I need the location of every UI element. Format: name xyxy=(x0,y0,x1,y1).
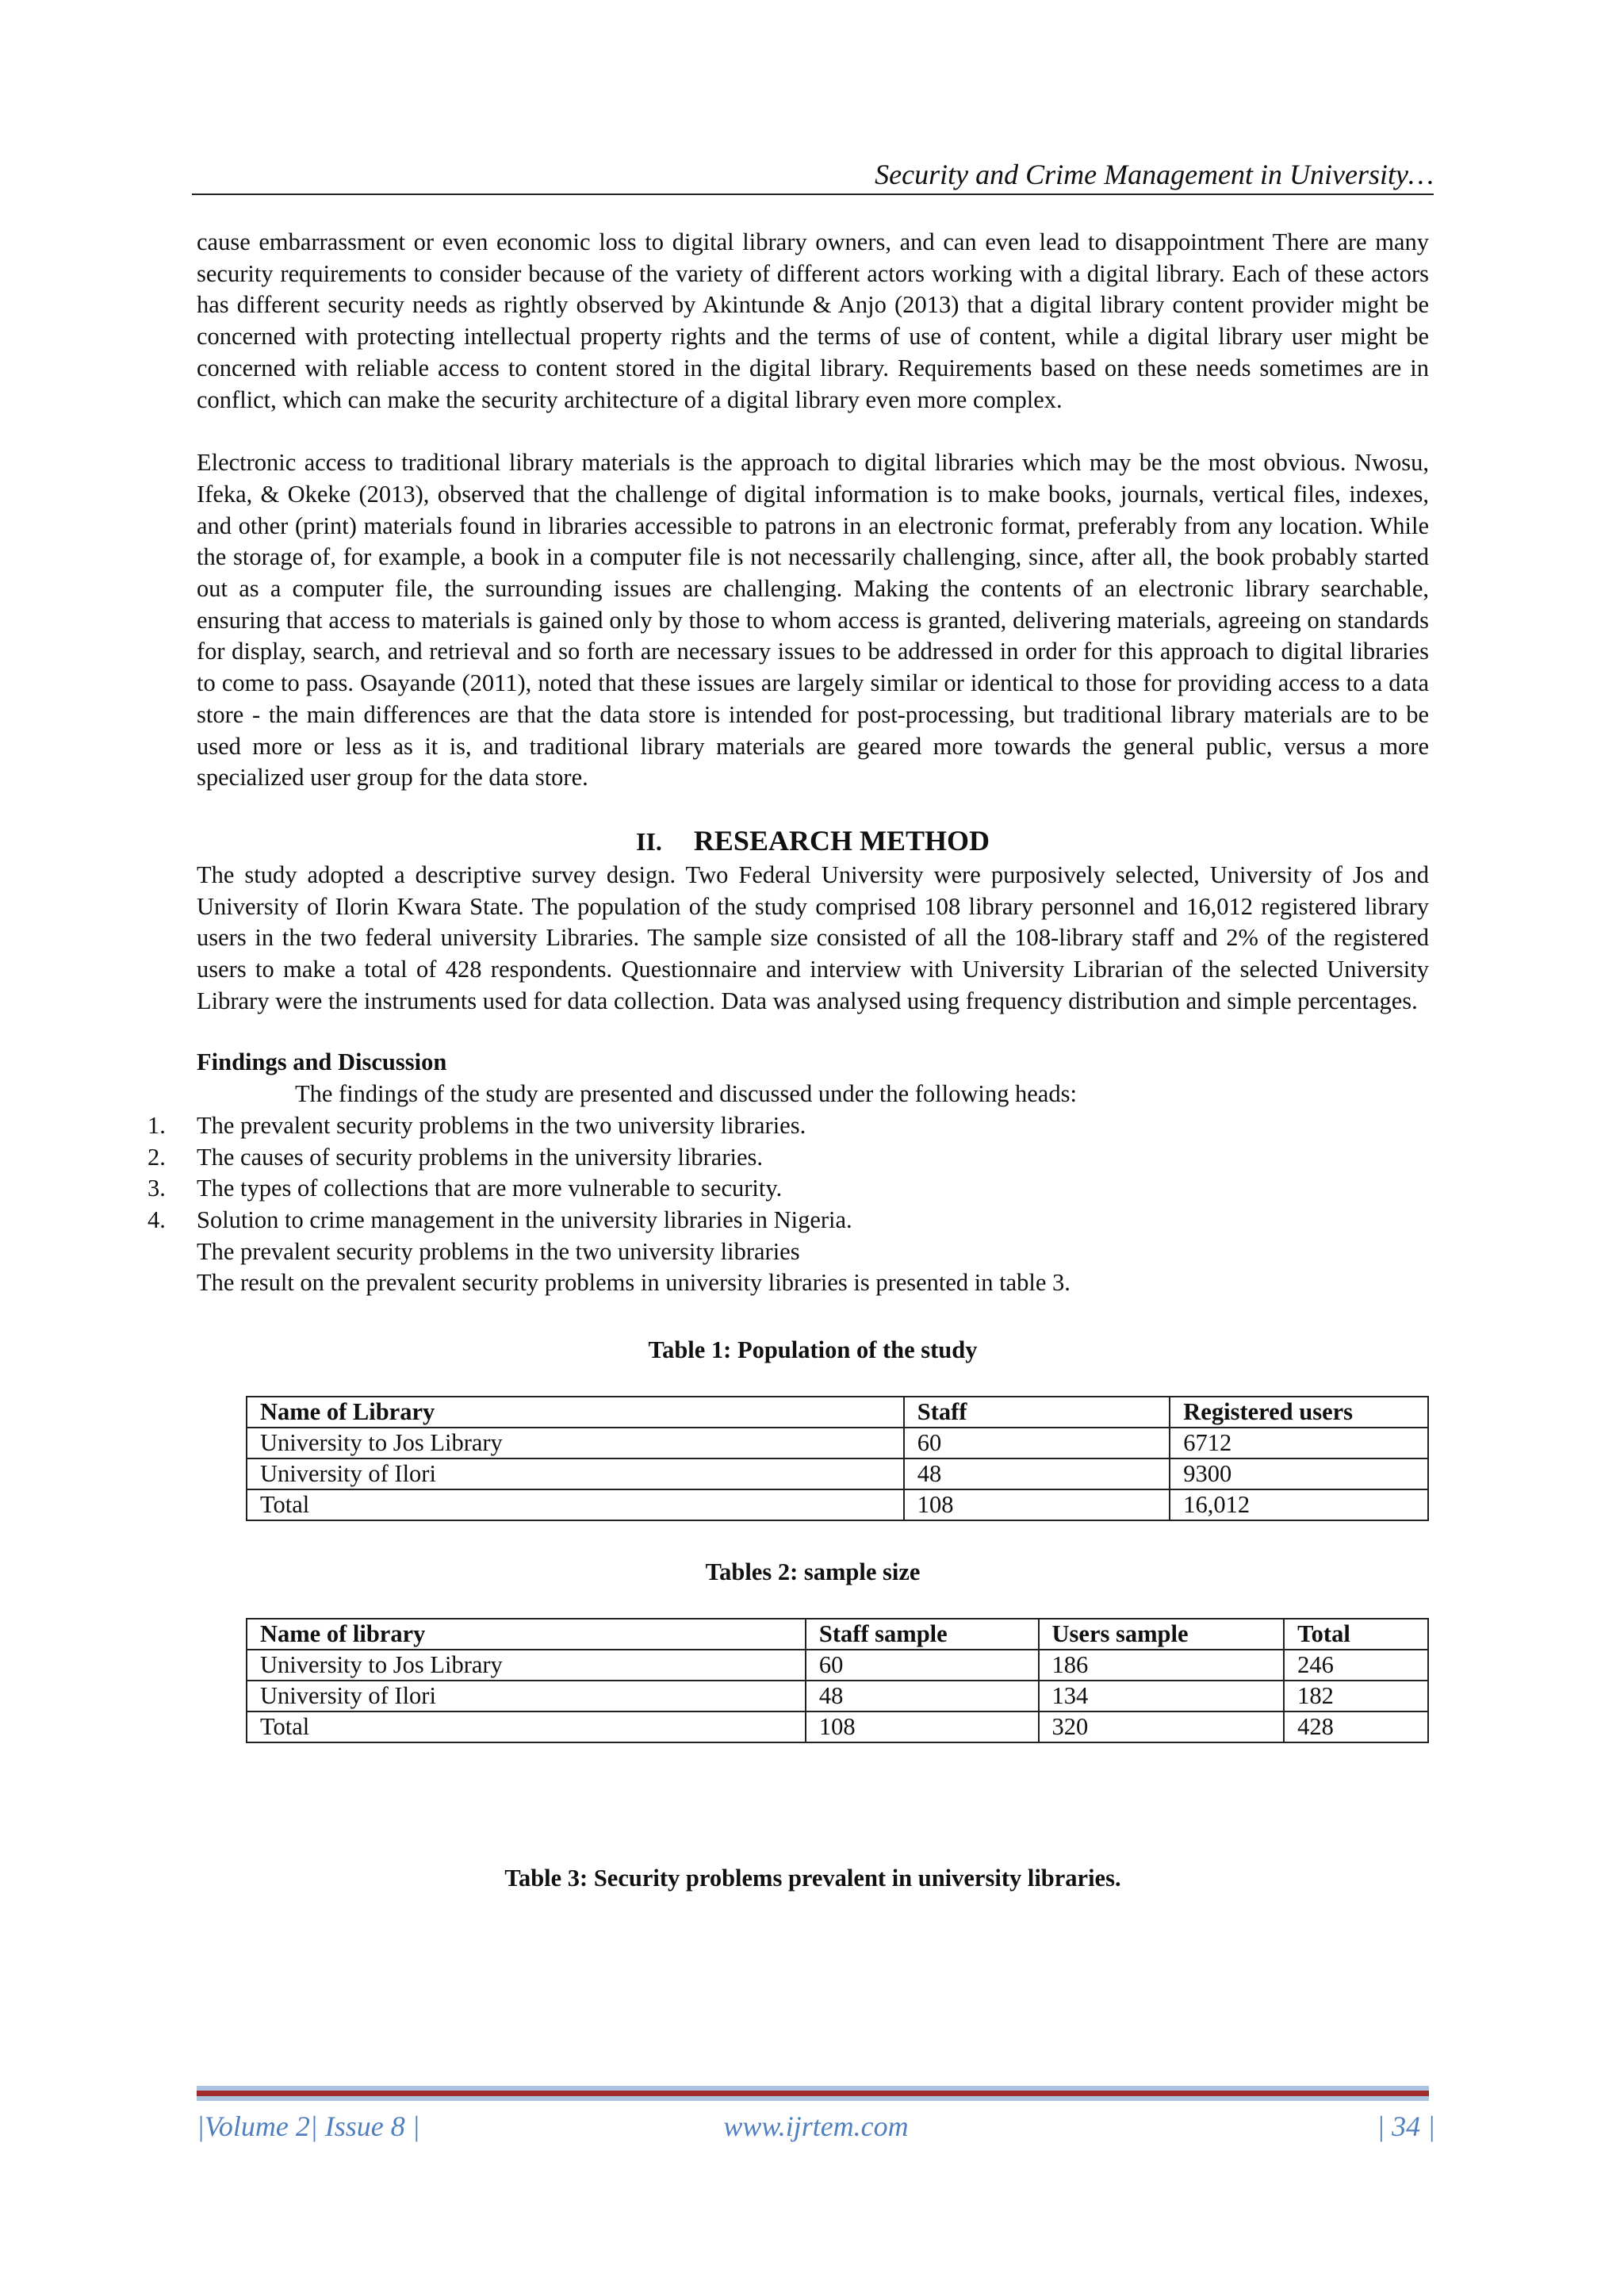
table-cell: 428 xyxy=(1284,1711,1428,1742)
population-table xyxy=(246,1396,1429,1521)
list-item xyxy=(147,1110,1429,1142)
findings-intro: The findings of the study are presented and discussed under the following heads: xyxy=(295,1080,1077,1108)
table-cell: 48 xyxy=(904,1458,1170,1489)
list-text: The prevalent security problems in the two university libraries. xyxy=(197,1111,806,1139)
findings-heading: Findings and Discussion xyxy=(197,1048,447,1076)
table-row xyxy=(247,1711,1428,1742)
list-number: 2. xyxy=(147,1143,166,1171)
footer-page-number: | 34 | xyxy=(1377,2110,1435,2142)
footer-bar-red xyxy=(197,2091,1429,2096)
table3-caption: Table 3: Security problems prevalent in university libraries. xyxy=(504,1865,1121,1892)
table-cell: 108 xyxy=(806,1711,1039,1742)
column-header: Name of Library xyxy=(247,1397,904,1428)
column-header: Total xyxy=(1284,1619,1428,1650)
list-item xyxy=(147,1205,1429,1236)
table-row xyxy=(247,1428,1428,1458)
list-item xyxy=(147,1173,1429,1205)
list-number: 3. xyxy=(147,1175,166,1202)
table-cell: University to Jos Library xyxy=(247,1428,904,1458)
list-text: Solution to crime management in the university libraries in Nigeria. xyxy=(197,1205,852,1233)
table-cell: 182 xyxy=(1284,1681,1428,1711)
footer-volume-issue: |Volume 2| Issue 8 | xyxy=(197,2110,420,2142)
section-title: RESEARCH METHOD xyxy=(693,824,990,857)
column-header: Registered users xyxy=(1170,1397,1428,1428)
table1-caption: Table 1: Population of the study xyxy=(648,1336,978,1364)
findings-line: The result on the prevalent security problems in university libraries is presented in table 3. xyxy=(197,1269,1071,1297)
findings-line: The prevalent security problems in the two university libraries xyxy=(197,1237,800,1265)
table-cell: 48 xyxy=(806,1681,1039,1711)
table-cell: 60 xyxy=(904,1428,1170,1458)
table-cell: 134 xyxy=(1039,1681,1285,1711)
section-heading xyxy=(197,824,1429,858)
section-number: II. xyxy=(636,826,662,856)
paragraph: Electronic access to traditional library materials is the approach to digital libraries which may be the most obvious. Nwosu, Ifeka, & Okeke (2013), observed that the challenge of digital information is to make books, journals, vertical files, indexes, and other (print) materials found in libraries accessible to patrons in an electronic format, preferably from any location. While the storage of, for example, a book in a computer file is not necessarily challenging, since, after all, the book probably started out as a computer file, the surrounding issues are challenging. Making the contents of an electronic library searchable, ensuring that access to materials is gained only by those to whom access is granted, delivering materials, agreeing on standards for display, search, and retrieval and so forth are necessary issues to be addressed in order for this approach to digital libraries to come to pass. Osayande (2011), noted that these issues are largely similar or identical to those for providing access to a data store - the main differences are that the data store is intended for post-processing, but traditional library materials are to be used more or less as it is, and traditional library materials are geared more towards the general public, versus a more specialized user group for the data store. xyxy=(197,449,1429,792)
column-header: Users sample xyxy=(1039,1619,1285,1650)
table-row xyxy=(247,1650,1428,1681)
table2-caption: Tables 2: sample size xyxy=(705,1558,921,1586)
table-cell: 9300 xyxy=(1170,1458,1428,1489)
table-cell: 186 xyxy=(1039,1650,1285,1681)
list-text: The causes of security problems in the university libraries. xyxy=(197,1143,764,1171)
footer-bar-blue xyxy=(197,2096,1429,2101)
header-title: Security and Crime Management in University… xyxy=(875,159,1434,190)
table-row xyxy=(247,1681,1428,1711)
footer-rule xyxy=(197,2086,1429,2101)
table-cell: Total xyxy=(247,1711,806,1742)
table-header-row xyxy=(247,1619,1428,1650)
column-header: Staff sample xyxy=(806,1619,1039,1650)
table-cell: University of Ilori xyxy=(247,1458,904,1489)
section-body: The study adopted a descriptive survey design. Two Federal University were purposively selected, University of Jos and University of Ilorin Kwara State. The population of the study comprised 108 library personnel and 16,012 registered library users in the two federal university Libraries. The sample size consisted of all the 108-library staff and 2% of the registered users to make a total of 428 respondents. Questionnaire and interview with University Librarian of the selected University Library were the instruments used for data collection. Data was analysed using frequency distribution and simple percentages. xyxy=(197,861,1429,1014)
running-header xyxy=(192,155,1434,195)
sample-size-table xyxy=(246,1618,1429,1743)
table-cell: 16,012 xyxy=(1170,1489,1428,1520)
table-cell: 320 xyxy=(1039,1711,1285,1742)
table-row xyxy=(247,1458,1428,1489)
table-cell: University to Jos Library xyxy=(247,1650,806,1681)
column-header: Name of library xyxy=(247,1619,806,1650)
page-content xyxy=(147,227,1429,1924)
table-cell: 108 xyxy=(904,1489,1170,1520)
table-row xyxy=(247,1489,1428,1520)
table-header-row xyxy=(247,1397,1428,1428)
list-item xyxy=(147,1142,1429,1174)
page-footer xyxy=(197,2110,1435,2146)
list-number: 4. xyxy=(147,1205,166,1233)
table-cell: 60 xyxy=(806,1650,1039,1681)
table-cell: 246 xyxy=(1284,1650,1428,1681)
table-cell: University of Ilori xyxy=(247,1681,806,1711)
heads-list xyxy=(147,1110,1429,1236)
column-header: Staff xyxy=(904,1397,1170,1428)
table-cell: Total xyxy=(247,1489,904,1520)
list-number: 1. xyxy=(147,1111,166,1139)
paragraph: cause embarrassment or even economic loss to digital library owners, and can even lead to disappointment There are many security requirements to consider because of the variety of different actors working with a digital library. Each of these actors has different security needs as rightly observed by Akintunde & Anjo (2013) that a digital library content provider might be concerned with protecting intellectual property rights and the terms of use of content, while a digital library user might be concerned with reliable access to content stored in the digital library. Requirements based on these needs sometimes are in conflict, which can make the security architecture of a digital library even more complex. xyxy=(197,228,1429,413)
footer-website-link[interactable]: www.ijrtem.com xyxy=(723,2110,909,2142)
table-cell: 6712 xyxy=(1170,1428,1428,1458)
list-text: The types of collections that are more vulnerable to security. xyxy=(197,1175,783,1202)
